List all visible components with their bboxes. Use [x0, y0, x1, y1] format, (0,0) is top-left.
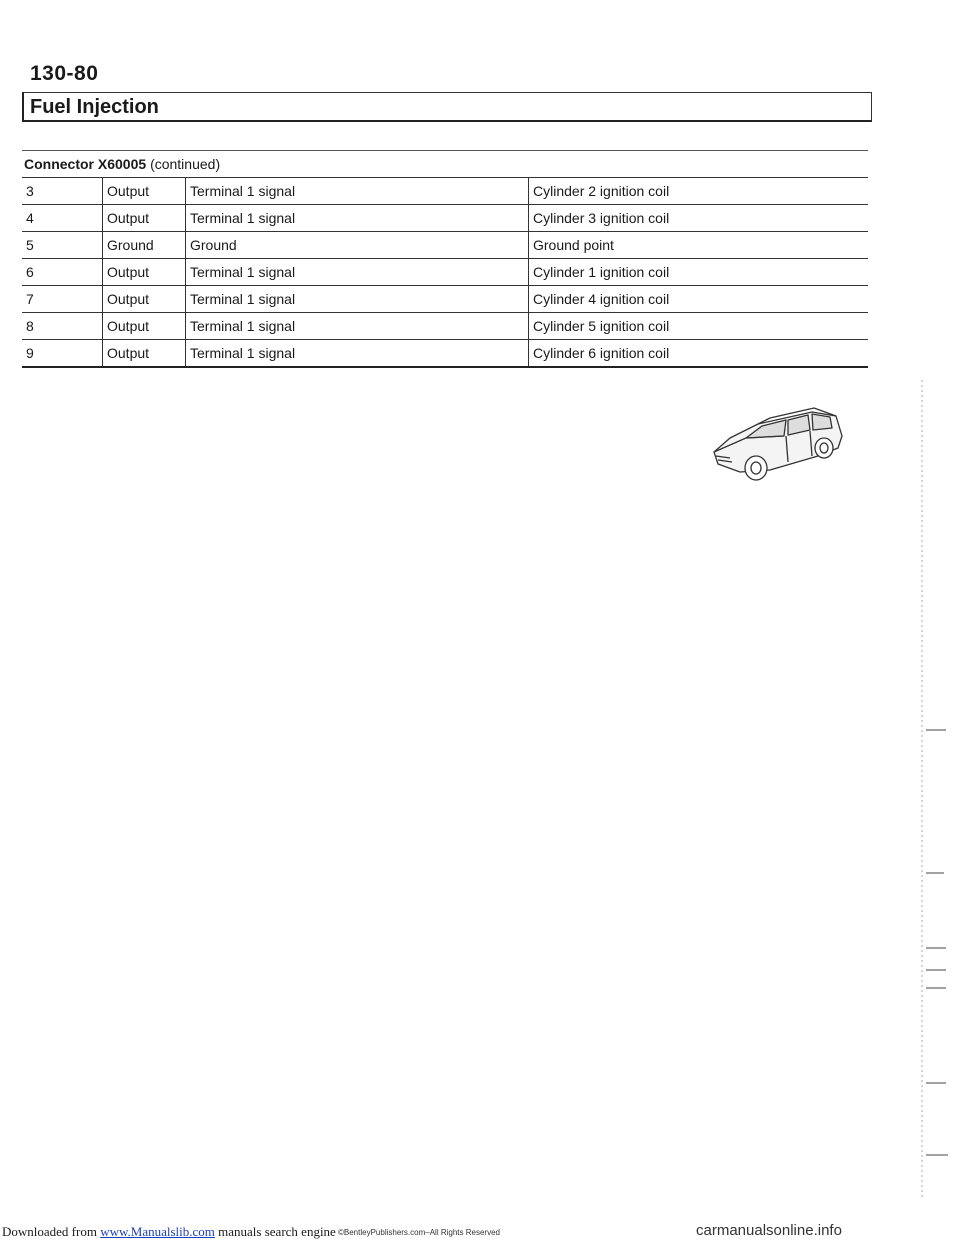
pin-type: Ground: [103, 232, 186, 259]
pin-number: 3: [22, 178, 103, 205]
pin-destination: Cylinder 5 ignition coil: [529, 313, 869, 340]
footer-suffix: manuals search engine: [218, 1224, 336, 1239]
pin-signal: Ground: [186, 232, 529, 259]
manualslib-link[interactable]: www.Manualslib.com: [100, 1224, 215, 1239]
pin-type: Output: [103, 313, 186, 340]
pin-destination: Cylinder 3 ignition coil: [529, 205, 869, 232]
scan-edge-marks: [910, 0, 960, 1242]
pin-destination: Ground point: [529, 232, 869, 259]
pin-type: Output: [103, 205, 186, 232]
table-row: [22, 205, 868, 232]
pin-type: Output: [103, 340, 186, 368]
pin-number: 4: [22, 205, 103, 232]
pin-number: 7: [22, 286, 103, 313]
pin-number: 9: [22, 340, 103, 368]
pin-number: 8: [22, 313, 103, 340]
divider: [22, 150, 868, 151]
connector-suffix: (continued): [150, 156, 221, 172]
carmanualsonline-watermark: carmanualsonline.info: [696, 1222, 842, 1239]
section-title: Fuel Injection: [30, 96, 159, 118]
footer-prefix: Downloaded from: [2, 1224, 97, 1239]
connector-heading: [24, 156, 220, 172]
pin-type: Output: [103, 259, 186, 286]
page-number: 130-80: [30, 62, 99, 85]
pin-type: Output: [103, 178, 186, 205]
pin-destination: Cylinder 2 ignition coil: [529, 178, 869, 205]
pin-signal: Terminal 1 signal: [186, 313, 529, 340]
pin-table: [22, 177, 868, 368]
section-header: [22, 92, 872, 122]
pin-signal: Terminal 1 signal: [186, 178, 529, 205]
pin-signal: Terminal 1 signal: [186, 205, 529, 232]
table-row: [22, 286, 868, 313]
download-footer: [2, 1224, 336, 1240]
connector-name: Connector X60005: [24, 156, 147, 172]
pin-number: 6: [22, 259, 103, 286]
table-row: [22, 313, 868, 340]
table-row: [22, 340, 868, 368]
table-row: [22, 259, 868, 286]
pin-destination: Cylinder 6 ignition coil: [529, 340, 869, 368]
pin-signal: Terminal 1 signal: [186, 340, 529, 368]
table-row: [22, 232, 868, 259]
table-row: [22, 178, 868, 205]
station-wagon-car-icon: [700, 398, 850, 488]
copyright-notice: ©BentleyPublishers.com–All Rights Reserved: [338, 1228, 500, 1237]
pin-signal: Terminal 1 signal: [186, 259, 529, 286]
pin-signal: Terminal 1 signal: [186, 286, 529, 313]
pin-number: 5: [22, 232, 103, 259]
pin-type: Output: [103, 286, 186, 313]
pin-destination: Cylinder 4 ignition coil: [529, 286, 869, 313]
pin-destination: Cylinder 1 ignition coil: [529, 259, 869, 286]
